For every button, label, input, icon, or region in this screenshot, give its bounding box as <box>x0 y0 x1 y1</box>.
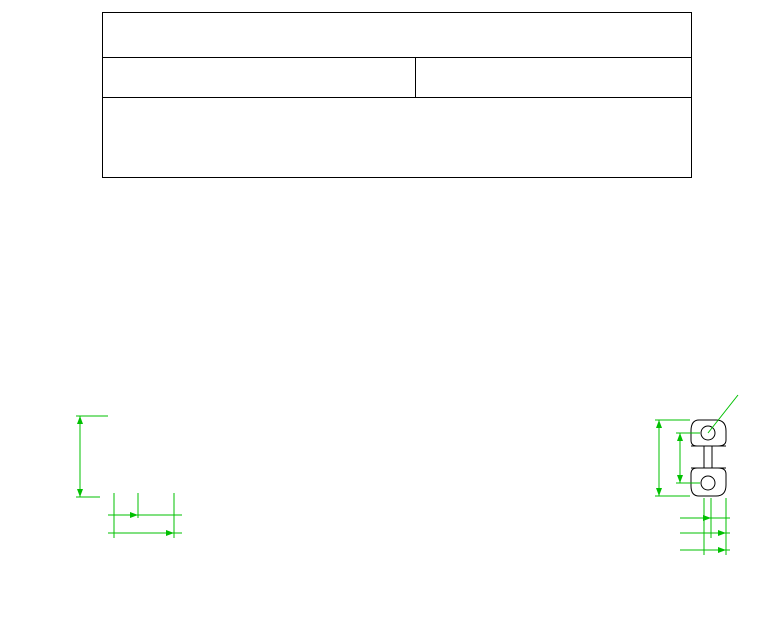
front-dimensions <box>76 416 182 538</box>
side-view-drawing <box>691 420 726 496</box>
front-dim-arrows <box>77 416 174 536</box>
